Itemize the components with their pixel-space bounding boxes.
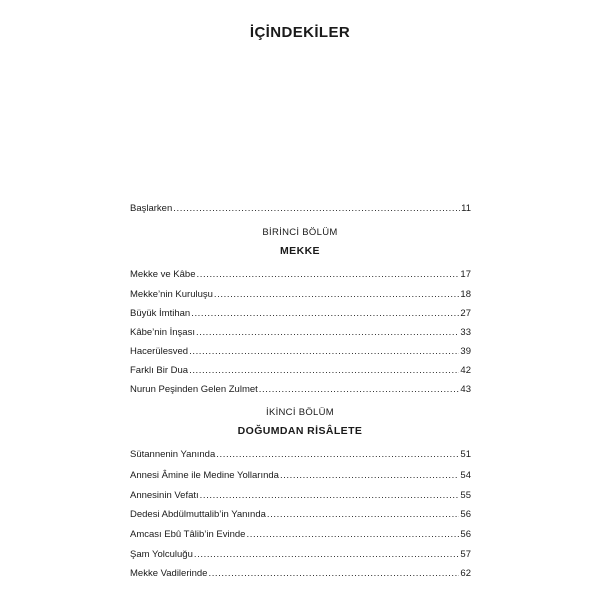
toc-entry-page: 11 [461, 203, 471, 214]
toc-entry-title: Amcası Ebû Tâlib’in Evinde [130, 529, 246, 540]
toc-entry [130, 365, 471, 377]
toc-entry-title: Nurun Peşinden Gelen Zulmet [130, 384, 258, 395]
dot-leader [200, 490, 460, 502]
toc-entry-title: Başlarken [130, 203, 173, 214]
dot-leader [280, 470, 459, 482]
toc-entry [130, 470, 471, 482]
toc-entry-title: Annesi Âmine ile Medine Yollarında [130, 470, 279, 481]
toc-entry-page: 54 [460, 470, 471, 481]
toc-entry [130, 289, 471, 301]
dot-leader [191, 308, 459, 320]
toc-entry-title: Mekke’nin Kuruluşu [130, 289, 213, 300]
toc-entry [130, 568, 471, 580]
dot-leader [214, 289, 460, 301]
dot-leader [194, 549, 460, 561]
part-2-title: DOĞUMDAN RİSÂLETE [237, 425, 363, 437]
toc-entry-page: 42 [460, 365, 471, 376]
dot-leader [189, 346, 459, 358]
toc-entry-title: Mekke ve Kâbe [130, 269, 196, 280]
dot-leader [196, 327, 459, 339]
toc-entry [130, 509, 471, 521]
toc-entry-page: 56 [460, 529, 471, 540]
toc-entry-page: 17 [460, 269, 471, 280]
dot-leader [208, 568, 459, 580]
part-1-label: BİRİNCİ BÖLÜM [262, 227, 338, 238]
toc-entry-intro [130, 203, 471, 215]
toc-entry-title: Dedesi Abdülmuttalib’in Yanında [130, 509, 266, 520]
toc-entry-title: Büyük İmtihan [130, 308, 191, 319]
toc-entry-page: 27 [460, 308, 471, 319]
toc-entry-title: Şam Yolculuğu [130, 549, 193, 560]
page-title: İÇİNDEKİLER [249, 24, 351, 41]
toc-entry [130, 529, 471, 541]
dot-leader [173, 203, 460, 215]
toc-entry-title: Kâbe’nin İnşası [130, 327, 195, 338]
part-1-title: MEKKE [280, 245, 320, 257]
toc-entry-title: Sütannenin Yanında [130, 449, 216, 460]
toc-entry-page: 51 [460, 449, 471, 460]
toc-entry-page: 55 [460, 490, 471, 501]
dot-leader [246, 529, 459, 541]
toc-entry-title: Farklı Bir Dua [130, 365, 189, 376]
toc-entry-title: Annesinin Vefatı [130, 490, 199, 501]
toc-entry-page: 62 [460, 568, 471, 579]
toc-entry [130, 327, 471, 339]
toc-entry [130, 449, 471, 461]
dot-leader [196, 269, 459, 281]
toc-entry-title: Hacerülesved [130, 346, 189, 357]
toc-entry-page: 39 [460, 346, 471, 357]
toc-entry [130, 490, 471, 502]
dot-leader [189, 365, 459, 377]
part-2-label: İKİNCİ BÖLÜM [266, 407, 334, 418]
toc-entry-page: 18 [460, 289, 471, 300]
toc-entry [130, 346, 471, 358]
toc-entry-title: Mekke Vadilerinde [130, 568, 208, 579]
toc-entry-page: 57 [460, 549, 471, 560]
dot-leader [216, 449, 459, 461]
toc-entry [130, 269, 471, 281]
toc-entry-page: 33 [460, 327, 471, 338]
toc-entry [130, 384, 471, 396]
toc-entry-page: 43 [460, 384, 471, 395]
dot-leader [259, 384, 460, 396]
toc-entry [130, 549, 471, 561]
toc-entry [130, 308, 471, 320]
toc-entry-page: 56 [460, 509, 471, 520]
dot-leader [267, 509, 460, 521]
